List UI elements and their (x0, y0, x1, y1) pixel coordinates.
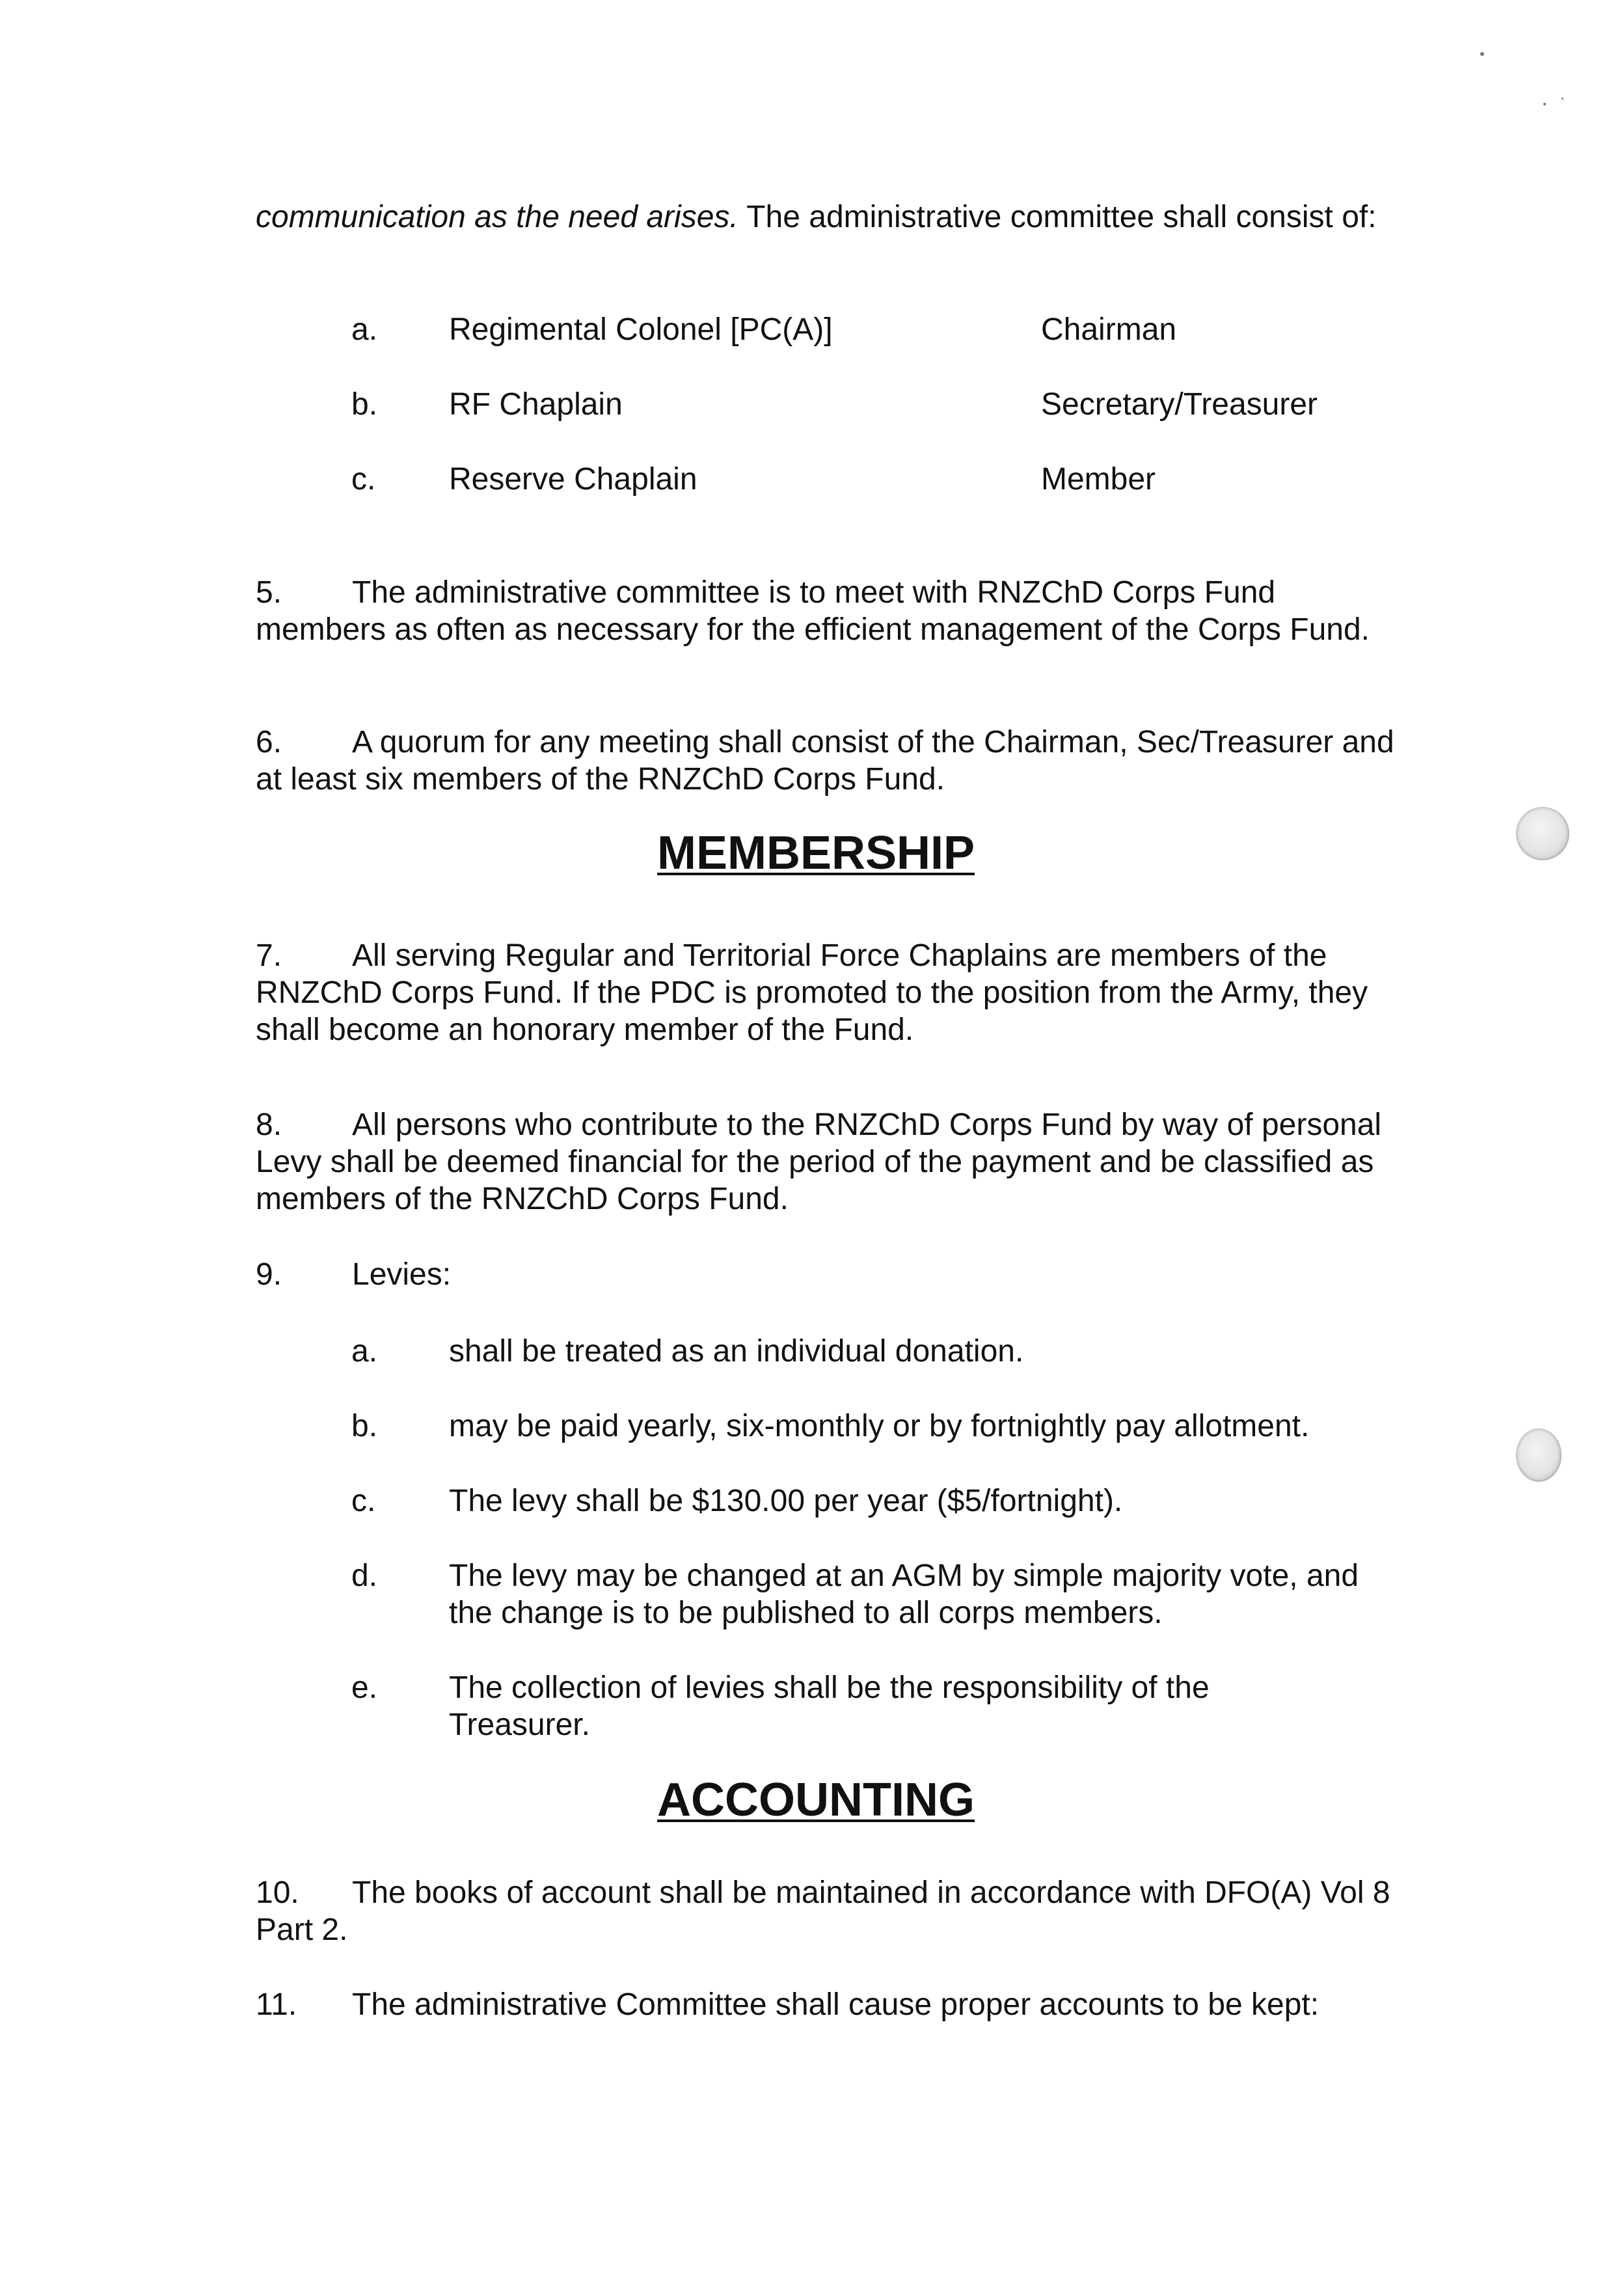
committee-item-position: Regimental Colonel [PC(A)] (449, 312, 833, 347)
paragraph-text: The books of account shall be maintained in accordance with DFO(A) Vol 8 Part 2. (256, 1875, 1390, 1947)
committee-item-label: a. (351, 312, 378, 347)
committee-item-role: Member (1041, 462, 1156, 497)
paragraph-number: 9. (256, 1257, 282, 1292)
committee-item-label: c. (351, 462, 376, 497)
paragraph-number: 6. (256, 725, 282, 759)
levy-item-label: d. (351, 1559, 378, 1593)
section-heading-membership: MEMBERSHIP (656, 827, 975, 879)
committee-item-position: Reserve Chaplain (449, 462, 697, 497)
paragraph-number: 10. (256, 1875, 299, 1910)
levy-item-text: may be paid yearly, six-monthly or by fortnightly pay allotment. (449, 1409, 1310, 1443)
paragraph-number: 11. (256, 1987, 297, 2022)
intro-paragraph (256, 198, 1401, 236)
paragraph-number: 8. (256, 1108, 282, 1142)
scan-speck (1480, 52, 1484, 56)
levy-item-text: shall be treated as an individual donation. (449, 1334, 1024, 1369)
paragraph-8 (256, 1106, 1401, 1218)
paragraph-10 (256, 1874, 1401, 1948)
paragraph-7 (256, 937, 1401, 1048)
scan-speck (1543, 103, 1546, 105)
scan-speck (1562, 98, 1563, 100)
paragraph-text: All serving Regular and Territorial Force Chaplains are members of the RNZChD Corps Fund. If the PDC is promoted to the position from the Army, they shall become an honorary member of the Fund. (256, 938, 1368, 1047)
levy-item-text: The levy shall be $130.00 per year ($5/fortnight). (449, 1484, 1123, 1518)
paragraph-text: The administrative committee is to meet with RNZChD Corps Fund members as often as necessary for the efficient management of the Corps Fund. (256, 575, 1370, 647)
levy-item-label: a. (351, 1334, 378, 1369)
paragraph-11 (256, 1986, 1401, 2023)
punch-hole-bottom (1516, 1428, 1562, 1482)
paragraph-text: The administrative Committee shall cause proper accounts to be kept: (352, 1987, 1320, 2022)
committee-item-position: RF Chaplain (449, 387, 623, 422)
paragraph-5 (256, 574, 1401, 648)
paragraph-6 (256, 724, 1401, 798)
levy-item-label: e. (351, 1670, 378, 1705)
intro-italic-text: communication as the need arises. (256, 200, 738, 234)
paragraph-number: 7. (256, 938, 282, 973)
paragraph-text: All persons who contribute to the RNZChD Corps Fund by way of personal Levy shall be deemed financial for the period of the payment and be classified as members of the RNZChD Corps Fund. (256, 1108, 1382, 1216)
intro-text: The administrative committee shall consist of: (738, 200, 1377, 234)
paragraph-9 (256, 1256, 1401, 1293)
section-heading-accounting: ACCOUNTING (657, 1774, 975, 1826)
committee-item-role: Chairman (1041, 312, 1177, 347)
paragraph-text: A quorum for any meeting shall consist of the Chairman, Sec/Treasurer and at least six members of the RNZChD Corps Fund. (256, 725, 1394, 797)
levy-item-label: c. (351, 1484, 376, 1518)
committee-item-role: Secretary/Treasurer (1041, 387, 1318, 422)
paragraph-text: Levies: (352, 1257, 452, 1292)
levy-item-text: The levy may be changed at an AGM by simple majority vote, and the change is to be published to all corps members. (449, 1559, 1359, 1630)
levy-item-text: The collection of levies shall be the responsibility of the Treasurer. (449, 1670, 1210, 1742)
paragraph-number: 5. (256, 575, 282, 610)
committee-item-label: b. (351, 387, 378, 422)
levy-item-label: b. (351, 1409, 378, 1443)
